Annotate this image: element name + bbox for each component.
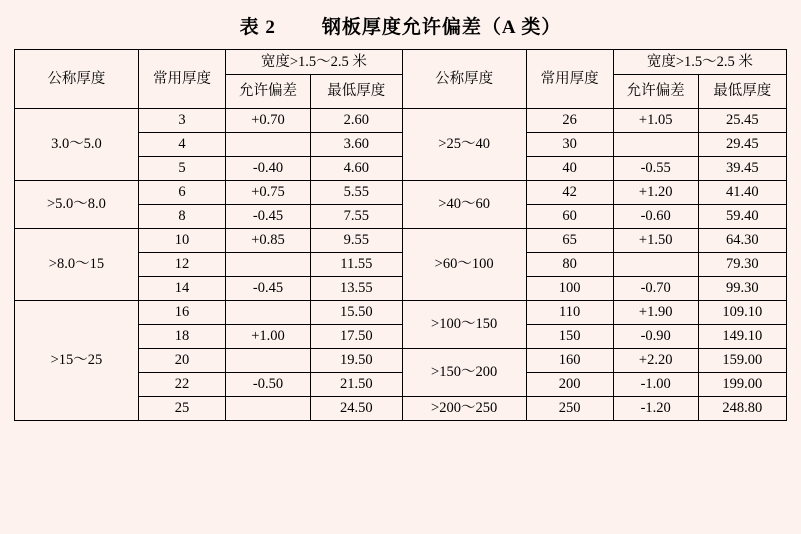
cell-min-left: 13.55 [310,277,402,301]
cell-nominal-right: >200～250 [402,397,526,421]
cell-nominal-right: >100～150 [402,301,526,349]
cell-deviation-left: -0.50 [226,373,311,397]
cell-nominal-right: >40～60 [402,181,526,229]
header-common-thickness-left: 常用厚度 [138,50,225,109]
table-row [15,181,787,205]
cell-min-left: 7.55 [310,205,402,229]
cell-deviation-left [226,349,311,373]
thickness-tolerance-table [14,49,787,421]
table-container [0,49,801,421]
cell-deviation-left: -0.45 [226,277,311,301]
cell-nominal-left: >8.0～15 [15,229,139,301]
header-common-thickness-right: 常用厚度 [526,50,613,109]
cell-common-left: 20 [138,349,225,373]
cell-deviation-right: +1.50 [613,229,698,253]
cell-common-left: 18 [138,325,225,349]
cell-nominal-left: >15～25 [15,301,139,421]
cell-min-left: 9.55 [310,229,402,253]
cell-min-left: 19.50 [310,349,402,373]
header-nominal-thickness-left: 公称厚度 [15,50,139,109]
cell-common-left: 14 [138,277,225,301]
cell-min-left: 4.60 [310,157,402,181]
cell-min-right: 79.30 [698,253,786,277]
cell-common-right: 160 [526,349,613,373]
header-min-thickness-right: 最低厚度 [698,75,786,109]
cell-common-right: 42 [526,181,613,205]
cell-common-left: 8 [138,205,225,229]
cell-common-right: 150 [526,325,613,349]
cell-min-left: 3.60 [310,133,402,157]
cell-min-right: 199.00 [698,373,786,397]
cell-common-left: 4 [138,133,225,157]
cell-deviation-right: +1.20 [613,181,698,205]
table-row [15,229,787,253]
cell-deviation-right: +1.90 [613,301,698,325]
cell-min-right: 109.10 [698,301,786,325]
table-row [15,301,787,325]
cell-min-left: 15.50 [310,301,402,325]
cell-common-left: 16 [138,301,225,325]
header-width-range-right: 宽度>1.5～2.5 米 [613,50,786,75]
cell-nominal-right: >60～100 [402,229,526,301]
cell-deviation-left: -0.45 [226,205,311,229]
cell-nominal-right: >25～40 [402,109,526,181]
cell-min-right: 25.45 [698,109,786,133]
cell-common-left: 10 [138,229,225,253]
cell-deviation-right: -1.00 [613,373,698,397]
cell-deviation-right: -0.55 [613,157,698,181]
cell-min-right: 59.40 [698,205,786,229]
cell-deviation-right: -0.70 [613,277,698,301]
cell-deviation-left: +0.85 [226,229,311,253]
cell-nominal-right: >150～200 [402,349,526,397]
table-number: 表 2 [239,17,276,38]
cell-min-right: 149.10 [698,325,786,349]
cell-deviation-right: -0.90 [613,325,698,349]
cell-min-right: 29.45 [698,133,786,157]
header-min-thickness-left: 最低厚度 [310,75,402,109]
cell-deviation-left: +0.75 [226,181,311,205]
page-title [0,0,801,49]
cell-common-left: 3 [138,109,225,133]
table-title: 钢板厚度允许偏差（A 类） [321,17,562,38]
table-header-row-1 [15,50,787,75]
cell-common-right: 30 [526,133,613,157]
cell-deviation-right: -1.20 [613,397,698,421]
table-row [15,109,787,133]
cell-min-left: 24.50 [310,397,402,421]
header-allowed-deviation-left: 允许偏差 [226,75,311,109]
header-allowed-deviation-right: 允许偏差 [613,75,698,109]
cell-min-right: 159.00 [698,349,786,373]
cell-common-right: 40 [526,157,613,181]
cell-common-right: 80 [526,253,613,277]
cell-deviation-left [226,301,311,325]
cell-nominal-left: 3.0～5.0 [15,109,139,181]
cell-min-left: 5.55 [310,181,402,205]
cell-common-right: 26 [526,109,613,133]
cell-common-right: 100 [526,277,613,301]
cell-min-left: 17.50 [310,325,402,349]
cell-min-right: 248.80 [698,397,786,421]
cell-min-left: 2.60 [310,109,402,133]
cell-common-left: 5 [138,157,225,181]
cell-deviation-left: +1.00 [226,325,311,349]
cell-common-left: 12 [138,253,225,277]
header-nominal-thickness-right: 公称厚度 [402,50,526,109]
cell-deviation-left: +0.70 [226,109,311,133]
header-width-range-left: 宽度>1.5～2.5 米 [226,50,403,75]
cell-min-right: 41.40 [698,181,786,205]
cell-common-right: 110 [526,301,613,325]
cell-common-left: 22 [138,373,225,397]
cell-deviation-right: +1.05 [613,109,698,133]
cell-deviation-left [226,397,311,421]
cell-common-right: 250 [526,397,613,421]
cell-common-right: 65 [526,229,613,253]
cell-deviation-left [226,133,311,157]
cell-common-right: 60 [526,205,613,229]
cell-common-left: 25 [138,397,225,421]
cell-min-right: 39.45 [698,157,786,181]
cell-min-right: 99.30 [698,277,786,301]
cell-deviation-left [226,253,311,277]
cell-common-left: 6 [138,181,225,205]
cell-nominal-left: >5.0～8.0 [15,181,139,229]
cell-deviation-right: -0.60 [613,205,698,229]
cell-min-right: 64.30 [698,229,786,253]
cell-deviation-right: +2.20 [613,349,698,373]
cell-deviation-right [613,133,698,157]
cell-common-right: 200 [526,373,613,397]
cell-min-left: 21.50 [310,373,402,397]
cell-deviation-left: -0.40 [226,157,311,181]
cell-deviation-right [613,253,698,277]
cell-min-left: 11.55 [310,253,402,277]
